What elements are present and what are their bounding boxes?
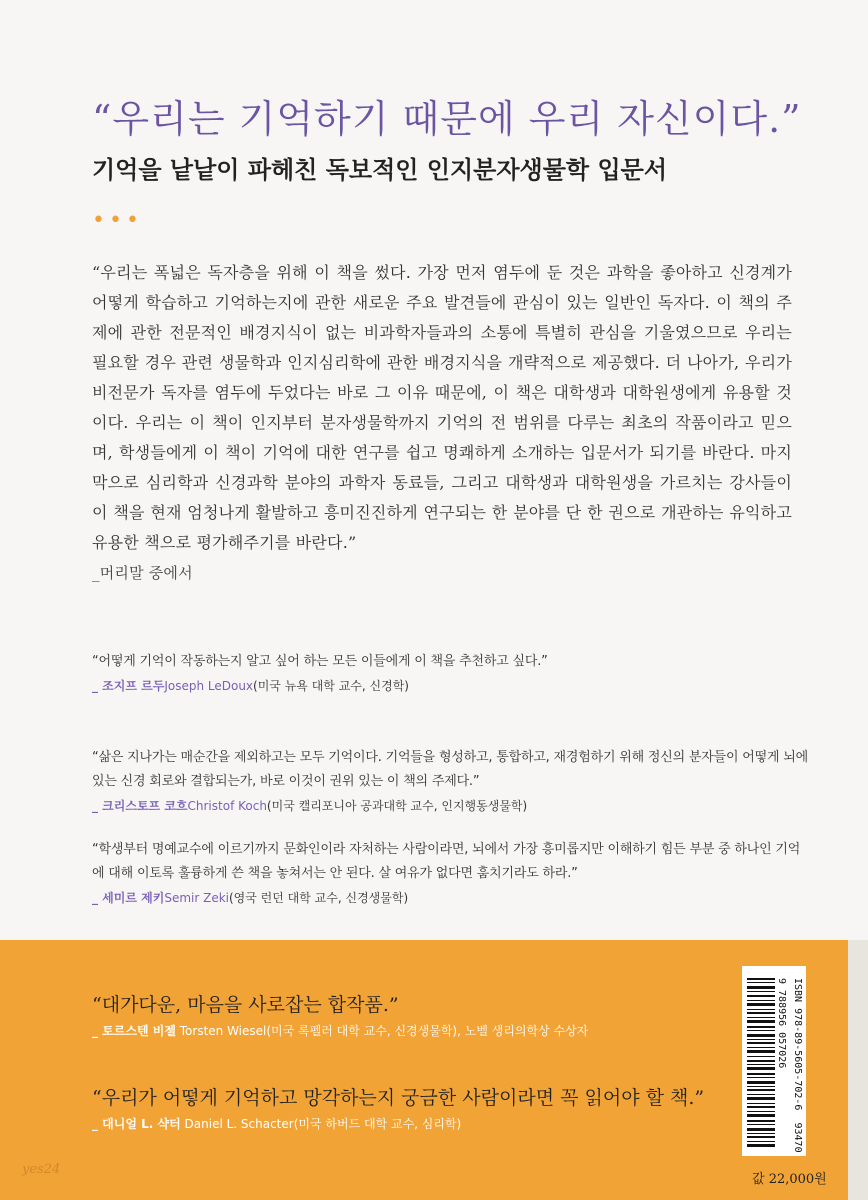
dot-divider: ••• — [92, 208, 143, 233]
headline-quote: “우리는 기억하기 때문에 우리 자신이다.” — [92, 97, 802, 141]
preface-source: _머리말 중에서 — [92, 564, 193, 582]
isbn-number — [791, 978, 803, 1153]
preface-text: “우리는 폭넓은 독자층을 위해 이 책을 썼다. 가장 먼저 염두에 둔 것은 과학을 좋아하고 신경계가 어떻게 학습하고 기억하는지에 관한 새로운 주요 발견들에 관심이 있는 일반인 독자다. 이 책의 주제에 관한 전문적인 배경지식이 없는 비과학자들과의 소통에 특별히 관심을 기울였으므로 우리는 필요할 경우 관련 생물학과 인지심리학에 관한 배경지식을 개략적으로 제공했다. 더 나아가, 우리가 비전문가 독자를 염두에 두었다는 바로 그 이유 때문에, 이 책은 대학생과 대학원생에게 유용할 것이다. 우리는 이 책이 인지부터 분자생물학까지 기억의 전 범위를 다루는 최초의 작품이라고 믿으며, 학생들에게 이 책이 기억에 대한 연구를 쉽고 명쾌하게 소개하는 입문서가 되기를 바란다. 마지막으로 심리학과 신경과학 분야의 과학자 동료들, 그리고 대학생과 대학원생을 가르치는 강사들이 이 책을 현재 엄청나게 활발하고 흥미진진하게 연구되는 한 분야를 단 한 권으로 개관하는 유익하고 유용한 책으로 평가해주기를 바란다.” — [92, 263, 792, 552]
reviewer-affiliation: (미국 록펠러 대학 교수, 신경생물학), 노벨 생리의학상 수상자 — [266, 1024, 589, 1038]
reviewer-name: _ 대니얼 L. 샥터 — [92, 1117, 181, 1131]
book-subtitle: 기억을 낱낱이 파헤친 독보적인 인지분자생물학 입문서 — [92, 156, 668, 184]
review-quote: “삶은 지나가는 매순간을 제외하고는 모두 기억이다. 기억들을 형성하고, 통합하고, 재경험하기 위해 정신의 분자들이 어떻게 뇌에 있는 신경 회로와 결합되는가, 바로 이것이 권위 있는 이 책의 주제다.” — [92, 750, 809, 789]
review-zeki — [92, 838, 808, 910]
reviewer-name-en: Christof Koch — [187, 799, 267, 813]
reviewer-name-en: Daniel L. Schacter — [184, 1117, 294, 1131]
reviewer-name: _ 토르스텐 비젤 — [92, 1024, 176, 1038]
isbn-text: ISBN 978-89-5605-702-6 — [792, 978, 803, 1111]
barcode-digits: 9 788956 057026 — [776, 978, 787, 1069]
band-quote-text: “우리가 어떻게 기억하고 망각하는지 궁금한 사람이라면 꼭 읽어야 할 책.” — [92, 1087, 705, 1109]
reviewer-affiliation: (미국 뉴욕 대학 교수, 신경학) — [253, 679, 409, 693]
reviewer-name-en: Semir Zeki — [164, 891, 229, 905]
band-quote-attribution — [92, 1113, 782, 1135]
reviewer-affiliation: (영국 런던 대학 교수, 신경생물학) — [229, 891, 409, 905]
price-label: 값 22,000원 — [752, 1172, 827, 1187]
reviewer-name-en: Joseph LeDoux — [164, 679, 254, 693]
review-koch — [92, 746, 808, 818]
preface-excerpt — [92, 258, 792, 588]
review-attribution — [92, 674, 808, 698]
review-attribution — [92, 886, 808, 910]
reviewer-name: _ 조지프 르두 — [92, 679, 165, 693]
reviewer-name: _ 세미르 제키 — [92, 891, 165, 905]
review-ledoux — [92, 650, 808, 698]
orange-band — [0, 940, 868, 1200]
band-quote-wiesel — [92, 990, 782, 1042]
reviewer-affiliation: (미국 캘리포니아 공과대학 교수, 인지행동생물학) — [266, 799, 528, 813]
spine-edge — [848, 940, 868, 1200]
reviewer-name-en: Torsten Wiesel — [179, 1024, 267, 1038]
band-quote-attribution — [92, 1020, 782, 1042]
band-quote-schacter — [92, 1083, 782, 1135]
review-quote: “어떻게 기억이 작동하는지 알고 싶어 하는 모든 이들에게 이 책을 추천하고 싶다.” — [92, 654, 548, 669]
reviewer-affiliation: (미국 하버드 대학 교수, 심리학) — [293, 1117, 462, 1131]
watermark-logo: yes24 — [22, 1162, 61, 1177]
review-quote: “학생부터 명예교수에 이르기까지 문화인이라 자처하는 사람이라면, 뇌에서 가장 흥미롭지만 이해하기 힘든 부분 중 하나인 기억에 대해 이토록 훌륭하게 쓴 책을 놓쳐서는 안 된다. 살 여유가 없다면 훔치기라도 하라.” — [92, 842, 801, 881]
isbn-addon: 93470 — [792, 1122, 803, 1153]
band-quote-text: “대가다운, 마음을 사로잡는 합작품.” — [92, 994, 399, 1016]
reviewer-name: _ 크리스토프 코흐 — [92, 799, 188, 813]
review-attribution — [92, 794, 808, 818]
barcode-bars-icon — [747, 978, 775, 1148]
